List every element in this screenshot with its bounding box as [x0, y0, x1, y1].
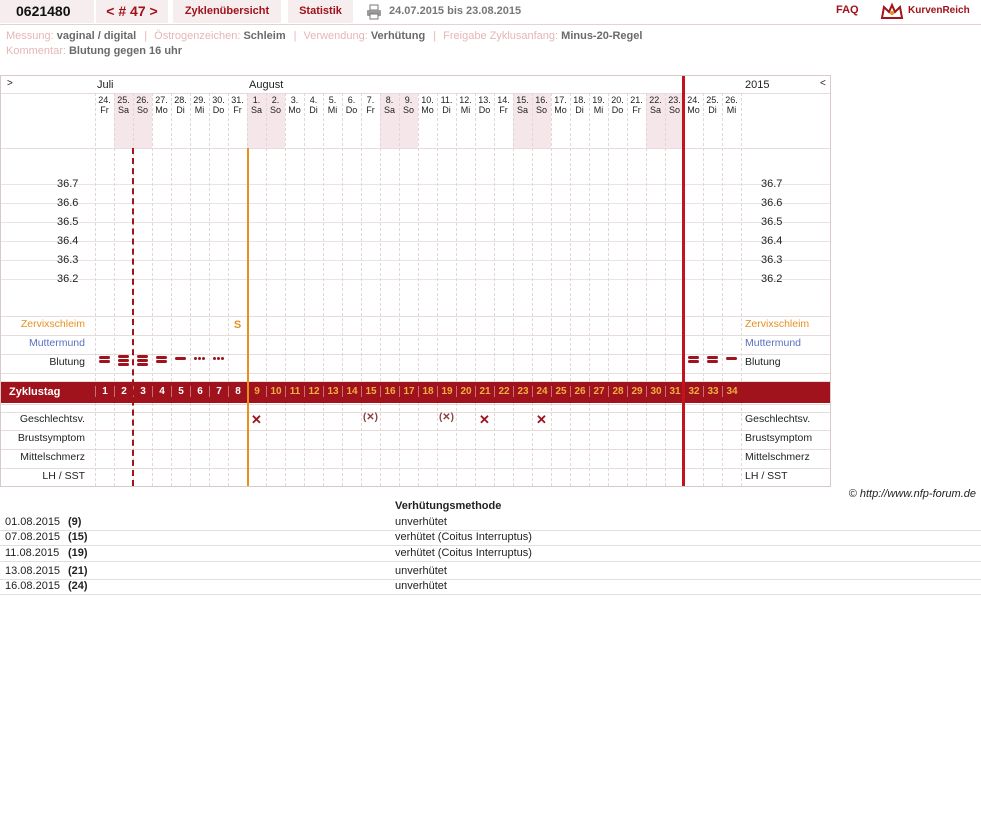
cycle-day-number: 6 — [190, 386, 209, 397]
day-date: 20. — [611, 95, 624, 105]
day-date: 25. — [706, 95, 719, 105]
day-grid-line — [665, 93, 666, 486]
previous-cycle-button[interactable]: < — [106, 3, 115, 19]
day-weekday: So — [136, 105, 148, 115]
day-date: 23. — [668, 95, 681, 105]
day-date: 30. — [212, 95, 225, 105]
day-date: 19. — [592, 95, 605, 105]
day-date: 18. — [573, 95, 586, 105]
day-grid-line — [513, 93, 514, 486]
cycle-day-number: 32 — [684, 386, 703, 397]
day-weekday: Mi — [460, 105, 471, 115]
grid-line — [1, 468, 830, 469]
day-date: 3. — [290, 95, 299, 105]
copyright: © http://www.nfp-forum.de — [848, 488, 976, 500]
intercourse-mark: (✕) — [362, 412, 379, 423]
spotting-mark — [202, 357, 205, 360]
cell-date: 11.08.2015 — [5, 547, 60, 559]
intercourse-mark: (✕) — [438, 412, 455, 423]
cycle-day-number: 24 — [532, 386, 551, 397]
spotting-mark — [194, 357, 197, 360]
day-weekday: Fr — [499, 105, 508, 115]
cycle-day-label: Zyklustag — [9, 386, 61, 398]
day-weekday: Mi — [726, 105, 737, 115]
temp-label-right: 36.4 — [761, 235, 783, 247]
measurement-info: Messung: vaginal / digital | Östrogenzeichen: Schleim | Verwendung: Verhütung | Freigabe Zyklusanfang: Minus-20-Regel — [6, 30, 643, 42]
cycle-day-number: 1 — [95, 386, 114, 397]
cycle-day-number: 23 — [513, 386, 532, 397]
temp-label: 36.3 — [57, 254, 79, 266]
cycle-day-number: 16 — [380, 386, 399, 397]
cycle-day-number: 9 — [247, 386, 266, 397]
cycle-day-number: 11 — [285, 386, 304, 397]
day-date: 24. — [687, 95, 700, 105]
temp-label-right: 36.6 — [761, 197, 783, 209]
day-weekday: Mo — [155, 105, 168, 115]
bleeding-mark — [99, 356, 110, 359]
cycle-day-number: 7 — [209, 386, 228, 397]
intercourse-mark: ✕ — [479, 412, 490, 427]
day-grid-line — [646, 93, 647, 486]
cycle-day-number: 8 — [228, 386, 247, 397]
grid-line — [1, 449, 830, 450]
day-weekday: Do — [345, 105, 358, 115]
dashed-marker-line — [132, 148, 134, 486]
day-weekday: So — [668, 105, 680, 115]
table-header: Verhütungsmethode — [395, 500, 502, 512]
day-date: 15. — [516, 95, 529, 105]
bleeding-mark — [726, 357, 737, 360]
bleeding-mark — [688, 356, 699, 359]
day-date: 7. — [366, 95, 375, 105]
day-weekday: Mi — [194, 105, 205, 115]
day-weekday: Sa — [383, 105, 395, 115]
day-date: 22. — [649, 95, 662, 105]
day-weekday: Di — [442, 105, 451, 115]
bleeding-mark — [707, 356, 718, 359]
day-date: 28. — [174, 95, 187, 105]
info-key: Freigabe Zyklusanfang: — [443, 30, 559, 42]
cell-method: verhütet (Coitus Interruptus) — [395, 547, 532, 559]
info-key: Messung: — [6, 30, 54, 42]
row-label-lh: LH / SST — [42, 470, 85, 482]
grid-line — [1, 93, 830, 94]
table-row — [0, 515, 981, 531]
day-weekday: Sa — [649, 105, 661, 115]
cell-date: 07.08.2015 — [5, 531, 61, 543]
cycle-day-number: 12 — [304, 386, 323, 397]
day-date: 12. — [459, 95, 472, 105]
day-weekday: Do — [478, 105, 491, 115]
day-grid-line — [95, 93, 96, 486]
tab-cycle-overview[interactable]: Zyklenübersicht — [173, 0, 281, 23]
cycle-navigation — [96, 0, 168, 23]
temp-label: 36.6 — [57, 197, 79, 209]
temp-grid-line — [1, 222, 830, 223]
row-label-blutung: Blutung — [49, 356, 85, 368]
day-weekday: Mi — [327, 105, 338, 115]
bleeding-mark — [156, 360, 167, 363]
temp-label: 36.4 — [57, 235, 79, 247]
cell-date: 16.08.2015 — [5, 580, 61, 592]
temp-label-right: 36.7 — [761, 178, 783, 190]
cycle-day-number: 2 — [114, 386, 133, 397]
cycle-number: # 47 — [118, 3, 146, 19]
info-value: Schleim — [243, 30, 286, 42]
day-date: 6. — [347, 95, 356, 105]
cell-method: unverhütet — [395, 565, 447, 577]
day-date: 10. — [421, 95, 434, 105]
comment-key: Kommentar: — [6, 45, 66, 57]
day-weekday: Di — [708, 105, 717, 115]
row-label-mittel: Mittelschmerz — [20, 451, 85, 463]
cell-date: 13.08.2015 — [5, 565, 61, 577]
row-label-muttermund: Muttermund — [28, 337, 85, 349]
bleeding-mark — [137, 355, 148, 358]
cycle-day-number: 27 — [589, 386, 608, 397]
day-date: 14. — [497, 95, 510, 105]
day-date: 27. — [155, 95, 168, 105]
grid-line — [1, 430, 830, 431]
info-value: Verhütung — [370, 30, 426, 42]
info-value: Minus-20-Regel — [561, 30, 643, 42]
day-date: 2. — [271, 95, 280, 105]
cycle-day-number: 26 — [570, 386, 589, 397]
day-weekday: Fr — [632, 105, 641, 115]
temp-grid-line — [1, 260, 830, 261]
cycle-day-number: 21 — [475, 386, 494, 397]
row-label-brust: Brustsymptom — [17, 432, 85, 444]
fertile-start-line — [247, 148, 249, 486]
next-cycle-button[interactable]: > — [149, 3, 158, 19]
cycle-day-number: 14 — [342, 386, 361, 397]
row-label-right-gv: Geschlechtsv. — [745, 413, 811, 425]
day-grid-line — [304, 93, 305, 486]
cycle-chart — [0, 75, 831, 487]
cell-method: unverhütet — [395, 516, 447, 528]
day-weekday: Mi — [593, 105, 604, 115]
row-label-right-blutung: Blutung — [745, 356, 781, 368]
day-grid-line — [285, 93, 286, 486]
day-weekday: Sa — [117, 105, 129, 115]
day-grid-line — [627, 93, 628, 486]
day-grid-line — [152, 93, 153, 486]
day-weekday: Di — [575, 105, 584, 115]
temp-grid-line — [1, 184, 830, 185]
cycle-day-number: 31 — [665, 386, 684, 397]
spotting-mark — [198, 357, 201, 360]
row-label-right-zervix: Zervixschleim — [745, 318, 810, 330]
day-weekday: So — [269, 105, 281, 115]
mucus-mark: S — [233, 319, 242, 331]
day-grid-line — [209, 93, 210, 486]
cycle-day-number: 20 — [456, 386, 475, 397]
row-label-right-lh: LH / SST — [745, 470, 788, 482]
day-grid-line — [228, 93, 229, 486]
kurvenreich-logo[interactable] — [880, 2, 970, 25]
crown-icon — [880, 2, 904, 20]
row-label-zervix: Zervixschleim — [20, 318, 85, 330]
day-weekday: So — [402, 105, 414, 115]
info-key: Verwendung: — [303, 30, 368, 42]
cycle-day-number: 3 — [133, 386, 152, 397]
grid-line — [1, 412, 830, 413]
cycle-day-number: 25 — [551, 386, 570, 397]
cycle-day-number: 33 — [703, 386, 722, 397]
table-row — [0, 579, 981, 595]
bleeding-mark — [118, 359, 129, 362]
day-date: 4. — [309, 95, 318, 105]
temp-label-right: 36.2 — [761, 273, 783, 285]
grid-line — [1, 316, 830, 317]
day-date: 29. — [193, 95, 206, 105]
day-weekday: Mo — [554, 105, 567, 115]
print-icon[interactable] — [366, 4, 382, 20]
cell-day: (19) — [68, 547, 88, 559]
temp-label-right: 36.5 — [761, 216, 783, 228]
bleeding-mark — [688, 360, 699, 363]
tab-statistics[interactable]: Statistik — [288, 0, 353, 23]
info-value: vaginal / digital — [56, 30, 137, 42]
day-date: 11. — [440, 95, 453, 105]
day-weekday: Sa — [250, 105, 262, 115]
cycle-day-number: 28 — [608, 386, 627, 397]
grid-line — [1, 335, 830, 336]
cycle-day-number: 19 — [437, 386, 456, 397]
bleeding-mark — [137, 363, 148, 366]
spotting-mark — [217, 357, 220, 360]
grid-line — [1, 148, 830, 149]
day-grid-line — [608, 93, 609, 486]
spotting-mark — [221, 357, 224, 360]
cycle-day-number: 13 — [323, 386, 342, 397]
cycle-day-number: 5 — [171, 386, 190, 397]
day-weekday: Fr — [100, 105, 109, 115]
cycle-day-number: 22 — [494, 386, 513, 397]
comment-info — [6, 45, 186, 57]
day-grid-line — [722, 93, 723, 486]
cycle-day-number: 15 — [361, 386, 380, 397]
day-grid-line — [190, 93, 191, 486]
day-grid-line — [570, 93, 571, 486]
cell-method: unverhütet — [395, 580, 447, 592]
day-grid-line — [323, 93, 324, 486]
day-grid-line — [380, 93, 381, 486]
day-grid-line — [456, 93, 457, 486]
day-date: 17. — [554, 95, 567, 105]
temp-label: 36.2 — [57, 273, 79, 285]
day-grid-line — [114, 93, 115, 486]
day-date: 25. — [117, 95, 130, 105]
day-grid-line — [741, 93, 742, 486]
day-weekday: Di — [176, 105, 185, 115]
day-date: 31. — [231, 95, 244, 105]
day-date: 24. — [98, 95, 111, 105]
cycle-day-number: 30 — [646, 386, 665, 397]
row-label-gv: Geschlechtsv. — [19, 413, 85, 425]
bleeding-mark — [707, 360, 718, 363]
day-date: 16. — [535, 95, 548, 105]
day-date: 5. — [328, 95, 337, 105]
day-weekday: Fr — [233, 105, 242, 115]
table-row — [0, 530, 981, 546]
bleeding-mark — [156, 356, 167, 359]
table-row — [0, 564, 981, 580]
temp-grid-line — [1, 203, 830, 204]
cell-day: (9) — [68, 516, 82, 528]
temp-label-right: 36.3 — [761, 254, 783, 266]
day-weekday: Sa — [516, 105, 528, 115]
cell-date: 01.08.2015 — [5, 516, 61, 528]
cycle-day-number: 10 — [266, 386, 285, 397]
day-date: 1. — [252, 95, 261, 105]
day-grid-line — [399, 93, 400, 486]
day-grid-line — [418, 93, 419, 486]
cell-day: (21) — [68, 565, 88, 577]
top-bar — [0, 0, 981, 25]
cycle-day-number: 34 — [722, 386, 741, 397]
day-grid-line — [342, 93, 343, 486]
day-weekday: Do — [212, 105, 225, 115]
day-date: 8. — [385, 95, 394, 105]
table-row — [0, 546, 981, 562]
cycle-id: 0621480 — [0, 0, 94, 23]
bleeding-mark — [99, 360, 110, 363]
comment-value: Blutung gegen 16 uhr — [68, 45, 183, 57]
grid-line — [1, 404, 830, 405]
date-range: 24.07.2015 bis 23.08.2015 — [389, 5, 522, 17]
day-weekday: So — [535, 105, 547, 115]
day-weekday: Fr — [366, 105, 375, 115]
day-date: 26. — [136, 95, 149, 105]
temp-grid-line — [1, 279, 830, 280]
info-key: Östrogenzeichen: — [154, 30, 241, 42]
day-date: 26. — [725, 95, 738, 105]
cell-day: (24) — [68, 580, 88, 592]
day-grid-line — [703, 93, 704, 486]
bleeding-mark — [118, 355, 129, 358]
day-weekday: Mo — [687, 105, 700, 115]
year-label: 2015 — [745, 79, 770, 91]
spotting-mark — [213, 357, 216, 360]
cell-day: (15) — [68, 531, 88, 543]
day-date: 21. — [630, 95, 643, 105]
day-grid-line — [589, 93, 590, 486]
day-weekday: Di — [309, 105, 318, 115]
bleeding-mark — [175, 357, 186, 360]
faq-link[interactable]: FAQ — [836, 4, 859, 16]
day-grid-line — [171, 93, 172, 486]
temp-label: 36.5 — [57, 216, 79, 228]
row-label-right-mittel: Mittelschmerz — [745, 451, 810, 463]
cycle-day-number: 18 — [418, 386, 437, 397]
chart-scroll-right-button[interactable]: < — [820, 78, 826, 89]
day-date: 13. — [478, 95, 491, 105]
logo-text: KurvenReich — [908, 5, 970, 16]
row-label-right-muttermund: Muttermund — [745, 337, 802, 349]
temp-label: 36.7 — [57, 178, 79, 190]
bleeding-mark — [137, 359, 148, 362]
cycle-day-number: 29 — [627, 386, 646, 397]
day-weekday: Mo — [288, 105, 301, 115]
day-weekday: Do — [611, 105, 624, 115]
cycle-day-number: 4 — [152, 386, 171, 397]
day-date: 9. — [404, 95, 413, 105]
chart-scroll-left-button[interactable]: > — [7, 78, 13, 89]
intercourse-mark: ✕ — [536, 412, 547, 427]
intercourse-mark: ✕ — [251, 412, 262, 427]
cell-method: verhütet (Coitus Interruptus) — [395, 531, 532, 543]
day-grid-line — [437, 93, 438, 486]
month-label: Juli — [97, 79, 114, 91]
bleeding-mark — [118, 363, 129, 366]
grid-line — [1, 373, 830, 374]
month-label: August — [249, 79, 284, 91]
day-grid-line — [361, 93, 362, 486]
cycle-day-number: 17 — [399, 386, 418, 397]
cycle-end-line — [682, 76, 685, 486]
temp-grid-line — [1, 241, 830, 242]
row-label-right-brust: Brustsymptom — [745, 432, 813, 444]
day-weekday: Mo — [421, 105, 434, 115]
